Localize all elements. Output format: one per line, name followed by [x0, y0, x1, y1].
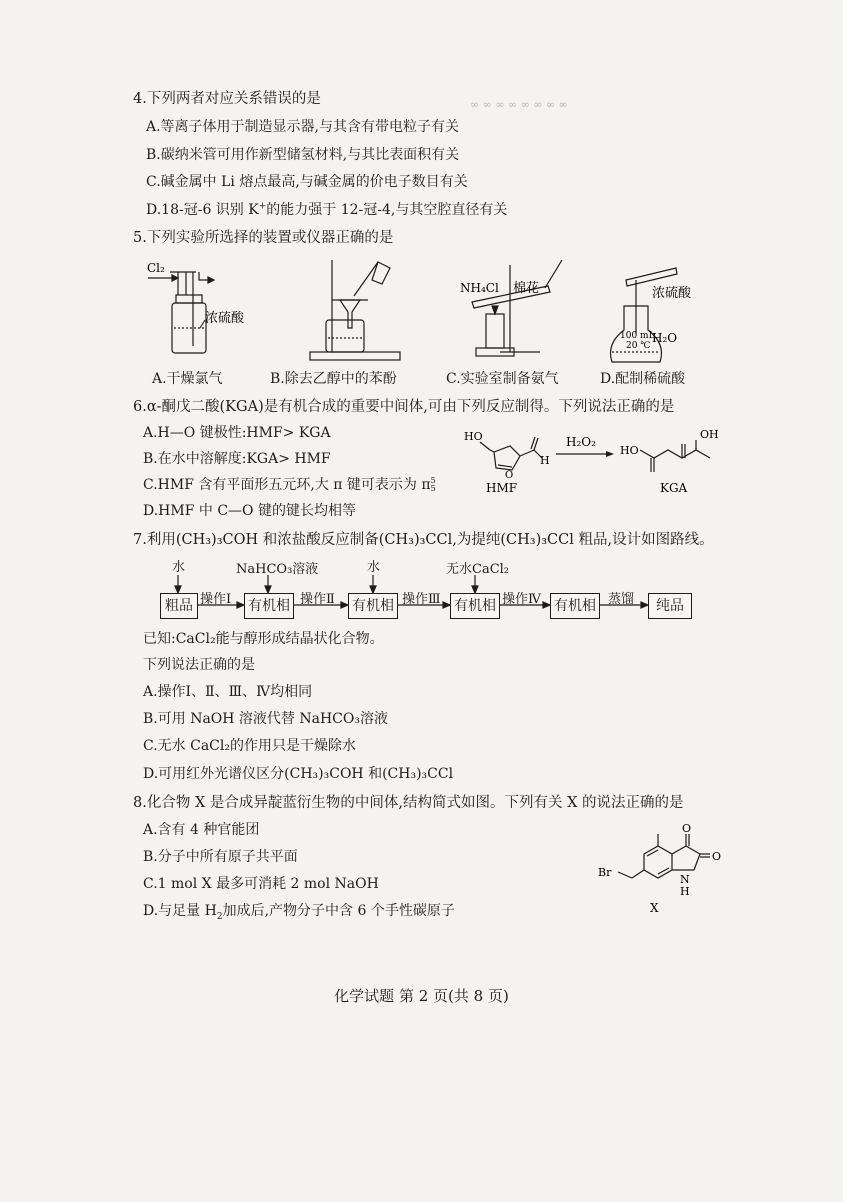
- x-n-label: N: [680, 873, 690, 886]
- q6-option-a: A.H—O 键极性:HMF> KGA: [143, 425, 331, 441]
- flow-op-3: 操作Ⅲ: [402, 592, 441, 607]
- apparatus-a-cl2-label: Cl₂: [147, 261, 165, 275]
- hmf-o-ring-label: O: [505, 470, 514, 481]
- hmf-ho-label: HO: [464, 430, 483, 443]
- hmf-h-label: H: [540, 454, 550, 467]
- q4-option-a: A.等离子体用于制造显示器,与其含有带电粒子有关: [146, 119, 460, 135]
- q6-stem: 6.α-酮戊二酸(KGA)是有机合成的重要中间体,可由下列反应制得。下列说法正确的是: [133, 399, 675, 415]
- hmf-name-label: HMF: [486, 481, 518, 495]
- q6-option-c-pre: C.HMF 含有平面形五元环,大 π 键可表示为 π: [143, 477, 431, 493]
- flow-box-organic-3: 有机相: [450, 593, 500, 619]
- x-name-label: X: [650, 901, 659, 915]
- q8-option-d-pre: D.与足量 H: [143, 903, 217, 919]
- apparatus-c-nh4cl-label: NH₄Cl: [460, 281, 499, 295]
- q6-pi-superscript: 5: [430, 476, 436, 485]
- bleed-through-text: ∞ ∞ ∞ ∞ ∞ ∞ ∞ ∞: [470, 98, 568, 111]
- x-o-top-label: O: [682, 822, 692, 835]
- q4-option-c: C.碱金属中 Li 熔点最高,与碱金属的价电子数目有关: [146, 174, 468, 190]
- q5-caption-c: C.实验室制备氨气: [446, 371, 559, 387]
- q7-option-d: D.可用红外光谱仪区分(CH₃)₃COH 和(CH₃)₃CCl: [143, 766, 454, 782]
- q8-option-d-post: 加成后,产物分子中含 6 个手性碳原子: [222, 903, 455, 919]
- q4-option-d-sup: +: [258, 201, 267, 212]
- q7-stem: 7.利用(CH₃)₃COH 和浓盐酸反应制备(CH₃)₃CCl,为提纯(CH₃)₃CCl 粗品,设计如图路线。: [133, 532, 714, 548]
- q7-option-a: A.操作Ⅰ、Ⅱ、Ⅲ、Ⅳ均相同: [143, 684, 313, 700]
- q5-caption-a: A.干燥氯气: [152, 371, 223, 387]
- q4-option-d-post: 的能力强于 12-冠-4,与其空腔直径有关: [266, 202, 508, 218]
- q8-option-c: C.1 mol X 最多可消耗 2 mol NaOH: [143, 876, 379, 892]
- q8-option-d-sub: 2: [216, 911, 223, 922]
- apparatus-d-flask-volume-label: 100 mL: [620, 331, 655, 341]
- q6-option-d: D.HMF 中 C—O 键的键长均相等: [143, 503, 356, 519]
- q8-structure-x: [0, 820, 843, 920]
- apparatus-b-filtration: [310, 260, 400, 360]
- flow-box-organic-2: 有机相: [348, 593, 398, 619]
- kga-structure: [640, 440, 710, 472]
- q7-ask: 下列说法正确的是: [143, 657, 255, 673]
- q6-pi-subscript: 5: [430, 484, 436, 493]
- q8-option-b: B.分子中所有原子共平面: [143, 849, 298, 865]
- flow-box-crude: 粗品: [160, 593, 198, 619]
- q8-stem: 8.化合物 X 是合成异靛蓝衍生物的中间体,结构简式如图。下列有关 X 的说法正确的是: [133, 795, 684, 811]
- x-o-right-label: O: [712, 850, 722, 863]
- x-br-label: Br: [598, 866, 612, 879]
- flow-add-water-2: 水: [367, 560, 381, 575]
- apparatus-c-ammonia: [472, 260, 562, 356]
- page-footer: 化学试题 第 2 页(共 8 页): [334, 987, 509, 1005]
- flow-op-1: 操作Ⅰ: [200, 592, 232, 607]
- flow-add-cacl2: 无水CaCl₂: [446, 562, 510, 577]
- flow-add-water-1: 水: [172, 560, 186, 575]
- flow-box-organic-4: 有机相: [550, 593, 600, 619]
- q4-option-b: B.碳纳米管可用作新型储氢材料,与其比表面积有关: [146, 147, 460, 163]
- flow-op-2: 操作Ⅱ: [300, 592, 335, 607]
- q7-option-c: C.无水 CaCl₂的作用只是干燥除水: [143, 738, 356, 754]
- apparatus-a-h2so4-label: 浓硫酸: [205, 311, 245, 326]
- q4-stem: 4.下列两者对应关系错误的是: [133, 91, 321, 107]
- apparatus-d-h2so4-label: 浓硫酸: [652, 286, 692, 301]
- kga-ho-label: HO: [620, 444, 639, 457]
- q4-option-d-pre: D.18-冠-6 识别 K: [146, 202, 259, 218]
- reagent-h2o2-label: H₂O₂: [566, 435, 596, 449]
- q7-option-b: B.可用 NaOH 溶液代替 NaHCO₃溶液: [143, 711, 388, 727]
- q5-caption-d: D.配制稀硫酸: [600, 371, 686, 387]
- q6-option-b: B.在水中溶解度:KGA> HMF: [143, 451, 331, 467]
- apparatus-c-cotton-label: 棉花: [513, 281, 540, 296]
- kga-oh-label: OH: [700, 428, 719, 441]
- kga-name-label: KGA: [660, 481, 688, 495]
- flow-add-nahco3: NaHCO₃溶液: [236, 562, 319, 577]
- hmf-structure: [480, 437, 542, 470]
- q5-stem: 5.下列实验所选择的装置或仪器正确的是: [133, 230, 394, 246]
- flow-op-distill: 蒸馏: [608, 592, 635, 607]
- x-h-label: H: [680, 885, 690, 898]
- apparatus-d-water-label: H₂O: [652, 331, 678, 345]
- q7-known: 已知:CaCl₂能与醇形成结晶状化合物。: [143, 631, 384, 647]
- flow-op-4: 操作Ⅳ: [502, 592, 541, 607]
- q8-option-a: A.含有 4 种官能团: [143, 822, 260, 838]
- flow-box-organic-1: 有机相: [244, 593, 294, 619]
- flow-box-pure: 纯品: [648, 593, 692, 619]
- apparatus-d-flask-temp-label: 20 ℃: [626, 341, 651, 351]
- q5-caption-b: B.除去乙醇中的苯酚: [270, 371, 397, 387]
- q5-apparatus-figure: [0, 250, 843, 390]
- q6-reaction-scheme: [0, 420, 843, 500]
- q4-option-d: [146, 201, 507, 219]
